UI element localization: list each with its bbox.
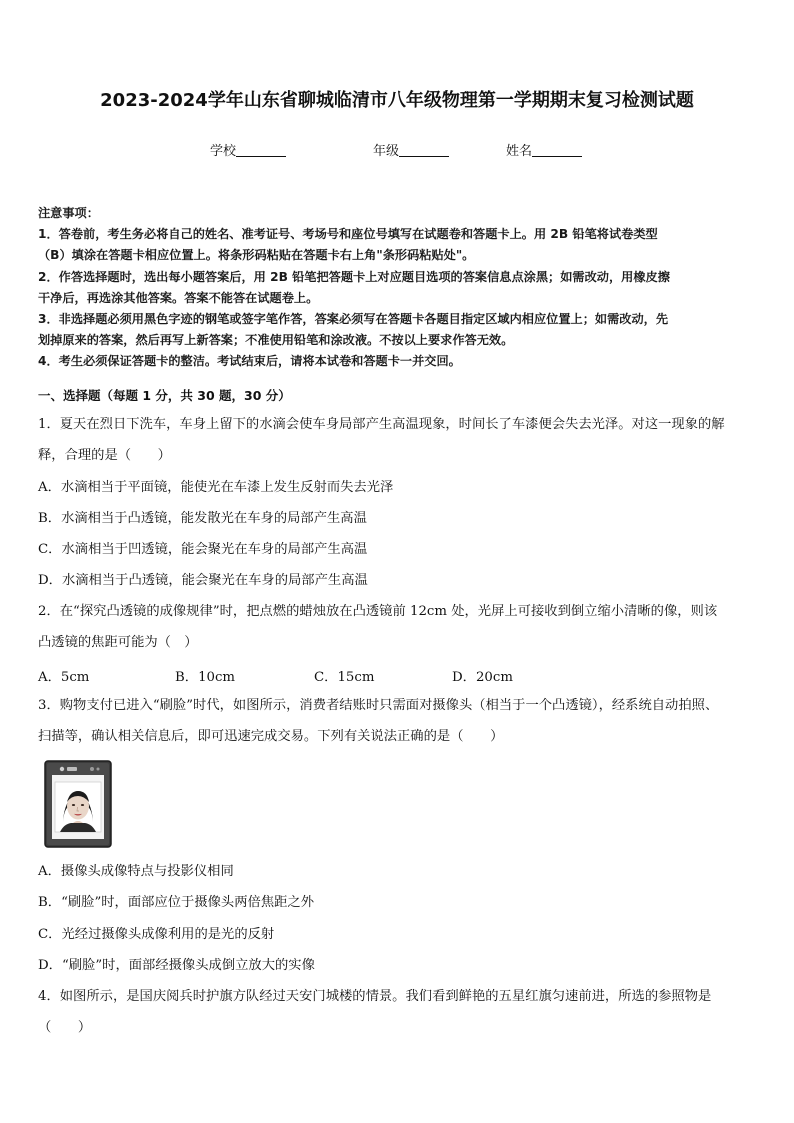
school-field — [210, 140, 286, 159]
notice-block — [38, 203, 758, 373]
notice-line: 4．考生必须保证答题卡的整洁。考试结束后，请将本试卷和答题卡一并交回。 — [38, 354, 461, 369]
question-3-text: 3．购物支付已进入“刷脸”时代，如图所示，消费者结账时只需面对摄像头（相当于一个凸透镜），经系统自动拍照、 — [38, 698, 719, 713]
question-4-text: 4．如图所示，是国庆阅兵时护旗方队经过天安门城楼的情景。我们看到鲜艳的五星红旗匀速前进，所选的参照物是 — [38, 989, 712, 1004]
notice-line: 1．答卷前，考生务必将自己的姓名、准考证号、考场号和座位号填写在试题卷和答题卡上。用 2B 铅笔将试卷类型 — [38, 227, 658, 242]
notice-line: 划掉原来的答案，然后再写上新答案；不准使用铅笔和涂改液。不按以上要求作答无效。 — [38, 333, 514, 348]
question-1-option-d: D．水滴相当于凸透镜，能会聚光在车身的局部产生高温 — [38, 573, 368, 588]
question-1-option-c: C．水滴相当于凹透镜，能会聚光在车身的局部产生高温 — [38, 542, 368, 557]
question-3-option-a: A．摄像头成像特点与投影仪相同 — [38, 864, 234, 879]
question-1-text-cont: 释，合理的是（ ） — [38, 448, 171, 463]
question-3-text-cont: 扫描等，确认相关信息后，即可迅速完成交易。下列有关说法正确的是（ ） — [38, 729, 504, 744]
page-title: 2023-2024学年山东省聊城临清市八年级物理第一学期期末复习检测试题 — [100, 90, 694, 111]
grade-blank[interactable] — [399, 143, 449, 157]
question-2-text: 2．在“探究凸透镜的成像规律”时，把点燃的蜡烛放在凸透镜前 12cm 处，光屏上可接收到倒立缩小清晰的像，则该 — [38, 604, 718, 619]
question-1-text: 1．夏天在烈日下洗车，车身上留下的水滴会使车身局部产生高温现象，时间长了车漆便会失去光泽。对这一现象的解 — [38, 417, 725, 432]
notice-line: 2．作答选择题时，选出每小题答案后，用 2B 铅笔把答题卡上对应题目选项的答案信息点涂黑；如需改动，用橡皮擦 — [38, 269, 670, 284]
question-1-option-a: A．水滴相当于平面镜，能使光在车漆上发生反射而失去光泽 — [38, 480, 394, 495]
name-blank[interactable] — [532, 143, 582, 157]
question-1-option-b: B．水滴相当于凸透镜，能发散光在车身的局部产生高温 — [38, 511, 367, 526]
question-2-option-b: B．10cm — [175, 670, 236, 685]
grade-label: 年级 — [373, 144, 400, 159]
notice-line: 3．非选择题必须用黑色字迹的钢笔或签字笔作答，答案必须写在答题卡各题目指定区域内相应位置上；如需改动，先 — [38, 312, 669, 327]
question-4-text-cont: （ ） — [38, 1020, 92, 1035]
name-field — [506, 140, 582, 159]
question-3-option-d: D．“刷脸”时，面部经摄像头成倒立放大的实像 — [38, 958, 315, 973]
question-2-option-c: C．15cm — [314, 670, 375, 685]
question-2-option-d: D．20cm — [452, 670, 513, 685]
question-3-option-b: B．“刷脸”时，面部应位于摄像头两倍焦距之外 — [38, 895, 315, 910]
question-2-text-cont: 凸透镜的焦距可能为（ ） — [38, 635, 198, 650]
face-scan-terminal-icon — [44, 760, 112, 848]
notice-heading: 注意事项： — [38, 206, 99, 220]
grade-field — [373, 140, 449, 159]
notice-line: 干净后，再选涂其他答案。答案不能答在试题卷上。 — [38, 290, 319, 305]
notice-line: （B）填涂在答题卡相应位置上。将条形码粘贴在答题卡右上角"条形码粘贴处"。 — [38, 248, 475, 263]
name-label: 姓名 — [506, 144, 533, 159]
school-label: 学校 — [210, 144, 237, 159]
question-3-option-c: C．光经过摄像头成像利用的是光的反射 — [38, 927, 275, 942]
question-2-option-a: A．5cm — [38, 670, 90, 685]
section-title: 一、选择题（每题 1 分，共 30 题，30 分） — [38, 388, 291, 403]
face-pay-device-figure — [44, 760, 112, 848]
school-blank[interactable] — [236, 143, 286, 157]
